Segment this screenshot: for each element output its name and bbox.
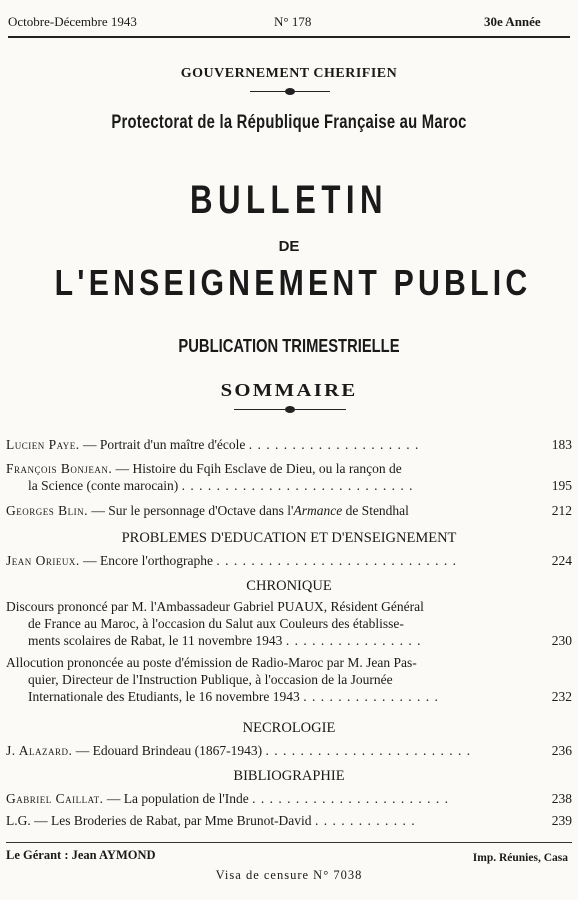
protectorate-heading: Protectorat de la République Française au Maroc <box>111 112 467 133</box>
toc-line: Internationale des Etudiants, le 16 novembre 1943 <box>28 689 300 704</box>
toc-page: 232 <box>551 689 572 704</box>
issue-period: Octobre-Décembre 1943 <box>8 14 137 29</box>
issue-year: 30e Année <box>484 14 541 29</box>
toc-entry-discours: Discours prononcé par M. l'Ambassadeur Gabriel PUAUX, Résident Général de France au Maroc, à l'occasion du Salut aux Couleurs des établisse- ments scolaires de Rabat, le 11 novembre 1943 . . . . . . . . . . . . . . . . 230 <box>6 599 572 648</box>
section-heading-chronique: CHRONIQUE <box>246 578 332 594</box>
toc-line: Discours prononcé par M. l'Ambassadeur Gabriel PUAUX, Résident Général <box>6 599 424 614</box>
toc-entry: Jean Orieux. — Encore l'orthographe . . . . . . . . . . . . . . . . . . . . . . . . . . . . 224 <box>6 553 572 568</box>
section-heading-bibliographie: BIBLIOGRAPHIE <box>233 768 345 784</box>
toc-line: Allocution prononcée au poste d'émission de Radio-Maroc par M. Jean Pas- <box>6 655 417 670</box>
toc-title-cont: la Science (conte marocain) <box>28 478 179 493</box>
toc-title-end: de Stendhal <box>342 503 409 518</box>
toc-entry-allocution: Allocution prononcée au poste d'émission de Radio-Maroc par M. Jean Pas- quier, Directeur de l'Instruction Publique, à l'occasion de la Journée Internationale des Etudiants, le 16 novembre 1943 . . . . . . . . . . . . . . . . 232 <box>6 655 572 704</box>
toc-line: de France au Maroc, à l'occasion du Salut aux Couleurs des établisse- <box>28 616 404 631</box>
toc-title: — Encore l'orthographe <box>83 553 214 568</box>
toc-entry <box>6 502 572 519</box>
toc-entry: Lucien Paye. — Portrait d'un maître d'école . . . . . . . . . . . . . . . . . . . . 183 <box>6 437 572 452</box>
toc-page: 212 <box>551 503 572 518</box>
enseignement-title: L'ENSEIGNEMENT PUBLIC <box>54 262 532 303</box>
toc-title: — Histoire du Fqih Esclave de Dieu, ou la rançon de <box>115 461 402 476</box>
toc-title-italic: Armance <box>293 503 343 518</box>
bulletin-title: BULLETIN <box>190 178 388 222</box>
header-rule <box>8 36 570 38</box>
toc-page: 236 <box>551 743 572 758</box>
toc-entry: L.G. — Les Broderies de Rabat, par Mme Brunot-David . . . . . . . . . . . . 239 <box>6 813 572 828</box>
toc-page: 224 <box>551 553 572 568</box>
section-heading-necrologie: NECROLOGIE <box>242 720 336 736</box>
toc-page: 238 <box>551 791 572 806</box>
toc-entry: J. Alazard. — Edouard Brindeau (1867-1943) . . . . . . . . . . . . . . . . . . . . . . . . 236 <box>6 743 572 758</box>
gerant-line: Le Gérant : Jean AYMOND <box>6 848 156 862</box>
footer-rule <box>6 842 572 843</box>
sommaire-heading: SOMMAIRE <box>220 380 358 400</box>
ornament-divider <box>250 88 330 96</box>
toc-page: 183 <box>551 437 572 452</box>
toc-author: Gabriel Caillat. <box>6 791 104 806</box>
toc-author: Georges Blin. <box>6 503 89 518</box>
censorship-visa: Visa de censure N° 7038 <box>215 868 363 882</box>
title-connector: DE <box>278 238 300 255</box>
toc-title: — La population de l'Inde <box>106 791 249 806</box>
toc-author: François Bonjean. <box>6 461 113 476</box>
toc-author: L.G. <box>6 813 31 828</box>
toc-title: — Les Broderies de Rabat, par Mme Brunot-David <box>34 813 312 828</box>
ornament-divider-sommaire <box>234 406 346 414</box>
printer-line: Imp. Réunies, Casa <box>472 852 568 864</box>
section-heading-problemes: PROBLEMES D'EDUCATION ET D'ENSEIGNEMENT <box>121 530 457 546</box>
toc-entry: François Bonjean. — Histoire du Fqih Esclave de Dieu, ou la rançon de la Science (conte marocain) . . . . . . . . . . . . . . . . . . . . . . . . . . . 195 <box>6 461 572 493</box>
toc-author: Jean Orieux. <box>6 553 80 568</box>
toc-title: — Edouard Brindeau (1867-1943) <box>75 743 263 758</box>
government-heading: GOUVERNEMENT CHERIFIEN <box>180 66 398 81</box>
toc-title: — Sur le personnage d'Octave dans l' <box>91 503 294 518</box>
toc-page: 230 <box>551 633 572 648</box>
issue-number: N° 178 <box>274 14 312 29</box>
toc-author: J. Alazard. <box>6 743 73 758</box>
toc-page: 239 <box>551 813 572 828</box>
publication-frequency: PUBLICATION TRIMESTRIELLE <box>178 336 400 356</box>
toc-author: Lucien Paye. <box>6 437 80 452</box>
toc-entry: Gabriel Caillat. — La population de l'Inde . . . . . . . . . . . . . . . . . . . . . . . 238 <box>6 791 572 806</box>
toc-line: quier, Directeur de l'Instruction Publique, à l'occasion de la Journée <box>28 672 393 687</box>
toc-page: 195 <box>551 478 572 493</box>
toc-title: — Portrait d'un maître d'école <box>83 437 246 452</box>
toc-line: ments scolaires de Rabat, le 11 novembre 1943 <box>28 633 283 648</box>
